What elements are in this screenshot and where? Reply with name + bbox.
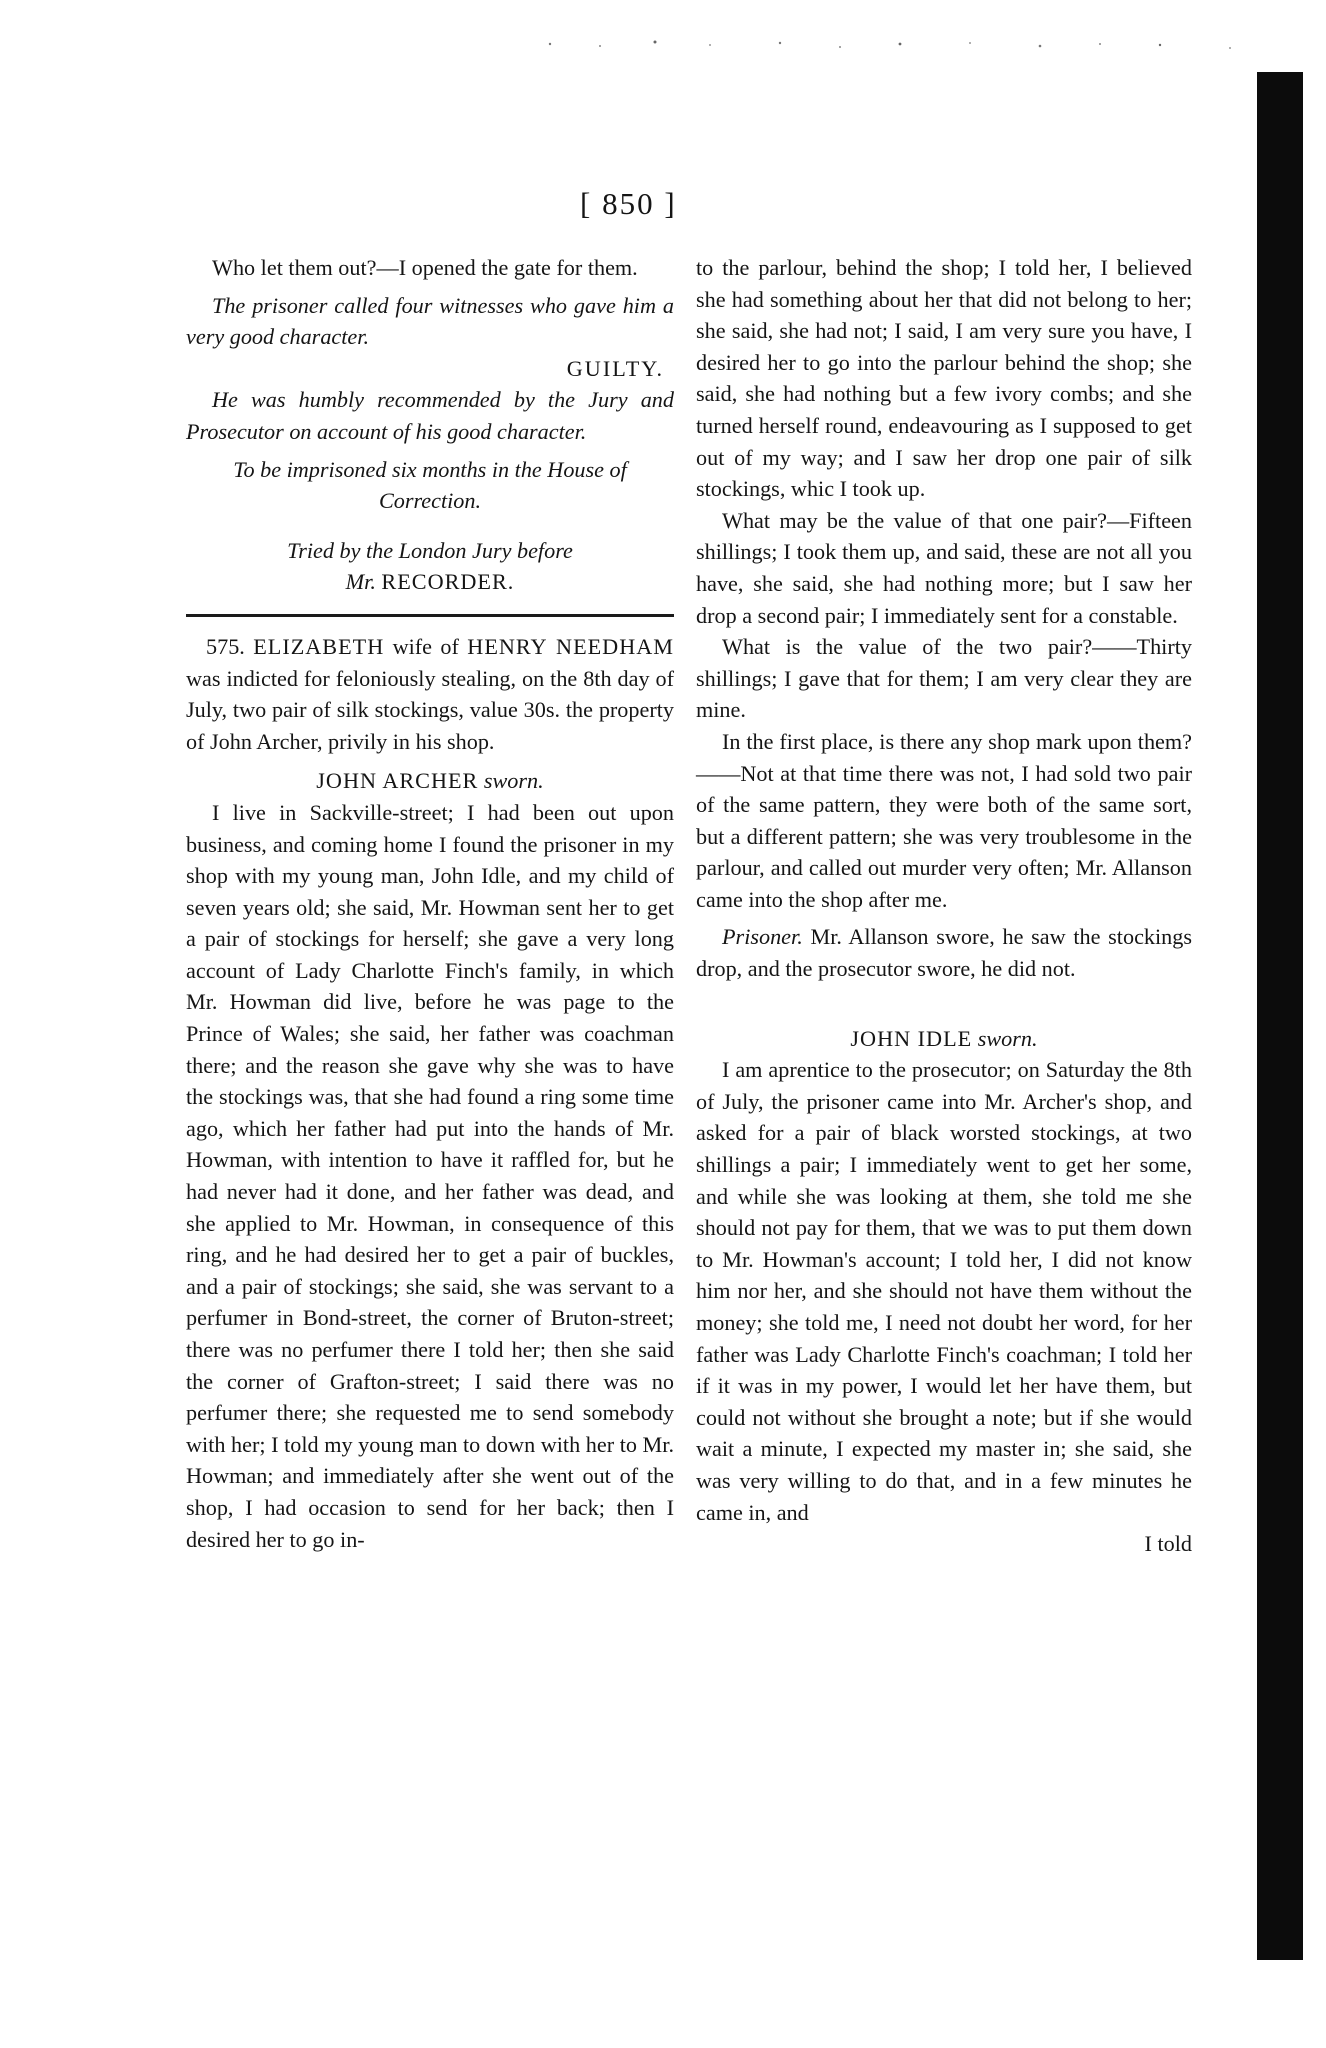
witness-name: JOHN ARCHER — [316, 768, 479, 794]
question-shop-mark: In the first place, is there any shop mark upon them?——Not at that time there was not, I had sold two pair of the same pattern, they were both of the same sort, but a different pattern; she was very troublesome in the parlour, and called out murder very often; Mr. Allanson came into the shop after me. — [696, 728, 1192, 912]
witness-heading-archer — [186, 765, 674, 797]
recommendation: He was humbly recommended by the Jury and Prosecutor on account of his good character. — [186, 387, 674, 444]
case-indictment: was indicted for feloniously stealing, on the 8th day of July, two pair of silk stockings, value 30s. the property of John Archer, privily in his shop. — [186, 665, 674, 754]
question-value-one-pair: What may be the value of that one pair?—Fifteen shillings; I took them up, and said, these are not all you have, she said, she had nothing more; but I saw her drop a second pair; I immediately sent for a constable. — [696, 507, 1192, 628]
judge-prefix: Mr. — [345, 569, 376, 595]
left-column — [186, 252, 674, 1555]
testimony-archer: I live in Sackville-street; I had been out upon business, and coming home I found the prisoner in my shop with my young man, John Idle, and my child of seven years old; she said, Mr. Howman sent her to get a pair of stockings for herself; she gave a very long account of Lady Charlotte Finch's family, in which Mr. Howman did live, before he was page to the Prince of Wales; she said, her father was coachman there; and the reason she gave why she was to have the stockings was, that she had found a ring some time ago, which her father had put into the hands of Mr. Howman, with intention to have it raffled for, but he had never had it done, and her father was dead, and she applied to Mr. Howman, in consequence of this ring, and he had desired her to get a pair of buckles, and a pair of stockings; she said, she was servant to a perfumer in Bond-street, the corner of Bruton-street; there was no perfumer there I told her; then she said the corner of Grafton-street; I said there was no perfumer there; she requested me to send somebody with her; I told my young man to down with her to Mr. Howman; and immediately after she went out of the shop, I had occasion to send for her back; then I desired her to go in- — [186, 799, 674, 1552]
verdict: GUILTY. — [566, 355, 664, 381]
judge-name: RECORDER. — [381, 569, 515, 595]
prisoner-label: Prisoner. — [722, 924, 803, 950]
catchword: I told — [1144, 1531, 1192, 1557]
section-divider — [186, 614, 674, 617]
witness-heading-idle — [696, 1023, 1192, 1055]
right-column — [696, 252, 1192, 1560]
tried-before-judge — [186, 566, 674, 598]
sentence: To be imprisoned six months in the House of Correction. — [233, 456, 627, 514]
prisoner-statement — [696, 921, 1192, 984]
question-who-let-them-out: Who let them out?—I opened the gate for them. — [212, 255, 638, 280]
witness-sworn: sworn. — [977, 1025, 1038, 1051]
case-defendant-husband: HENRY NEEDHAM — [467, 633, 674, 659]
scan-edge-shadow — [1257, 72, 1303, 1960]
testimony-idle: I am aprentice to the prosecutor; on Saturday the 8th of July, the prisoner came into Mr. Archer's shop, and asked for a pair of black worsted stockings, at two shillings a pair; I immediately went to get her some, and while she was looking at them, she told me she should not pay for them, that we was to put them down to Mr. Howman's account; I told her, I did not know him nor her, and she should not have them without the money; she told me, I need not doubt her word, for her father was Lady Charlotte Finch's coachman; I told her if it was in my power, I would let her have them, but could not without she brought a note; but if she would wait a minute, I expected my master in; she said, she was very willing to do that, and in a few minutes he came in, and — [696, 1057, 1192, 1525]
witnesses-note: The prisoner called four witnesses who gave him a very good character. — [186, 292, 674, 350]
witness-sworn: sworn. — [483, 768, 544, 794]
case-defendant-first: ELIZABETH — [253, 633, 385, 659]
witness-name: JOHN IDLE — [850, 1025, 973, 1051]
prisoner-text: Mr. Allanson swore, he saw the stockings drop, and the prosecutor swore, he did not. — [696, 924, 1192, 982]
testimony-archer-continued: to the parlour, behind the shop; I told her, I believed she had something about her that did not belong to her; she said, she had not; I said, I am very sure you have, I desired her to go into the parlour behind the shop; she said, she had nothing but a few ivory combs; and she turned herself round, endeavouring as I supposed to get out of my way; and I saw her drop one pair of silk stockings, whic I took up. — [696, 255, 1192, 502]
case-wife-of: wife of — [392, 633, 459, 659]
case-heading — [186, 631, 674, 757]
question-value-two-pair: What is the value of the two pair?——Thirty shillings; I gave that for them; I am very clear they are mine. — [696, 634, 1192, 723]
case-number: 575. — [206, 633, 245, 659]
page-number: [ 850 ] — [580, 186, 677, 221]
scan-noise-top — [540, 34, 1260, 56]
tried-before-line: Tried by the London Jury before — [287, 537, 573, 563]
